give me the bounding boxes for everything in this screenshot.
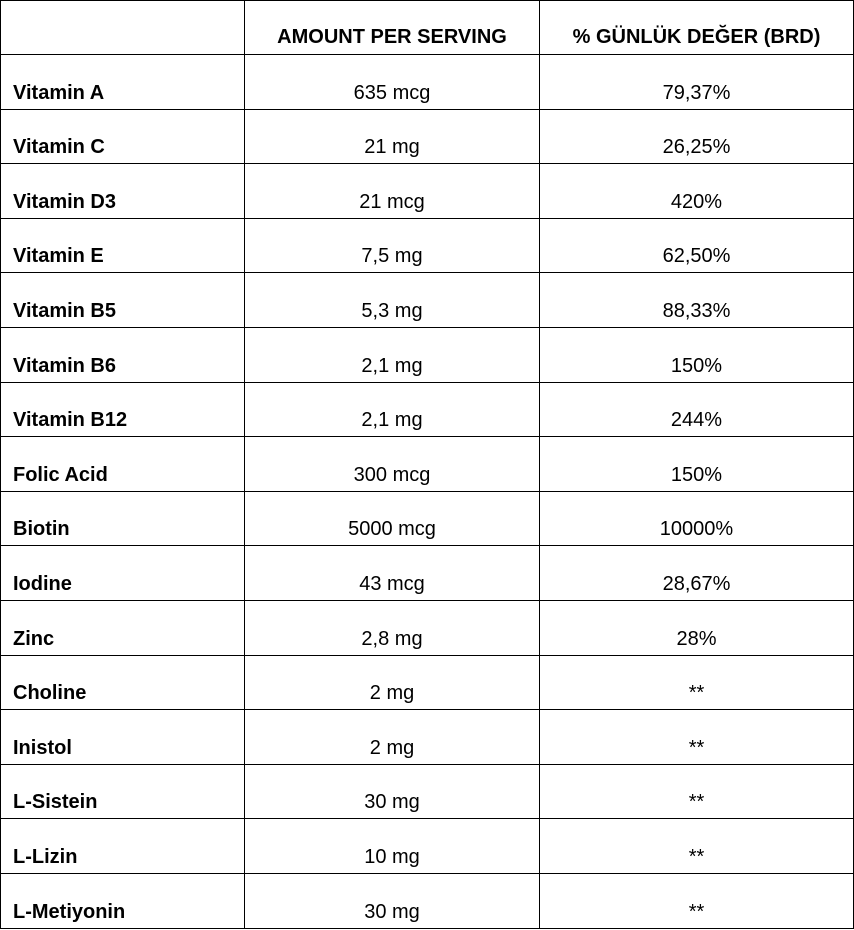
nutrient-daily-value: ** [540, 819, 854, 874]
nutrient-amount: 21 mcg [245, 164, 540, 219]
nutrient-daily-value: 28,67% [540, 546, 854, 601]
nutrient-name: Vitamin A [1, 55, 245, 110]
nutrient-amount: 2,1 mg [245, 382, 540, 437]
header-cell-amount: AMOUNT PER SERVING [245, 1, 540, 55]
nutrient-name: Folic Acid [1, 437, 245, 492]
nutrient-name: Biotin [1, 491, 245, 546]
nutrient-name: L-Metiyonin [1, 873, 245, 928]
table-row [1, 546, 854, 601]
nutrient-name: Vitamin E [1, 218, 245, 273]
nutrient-name: Inistol [1, 710, 245, 765]
nutrient-amount: 2,1 mg [245, 327, 540, 382]
nutrient-daily-value: ** [540, 764, 854, 819]
header-cell-daily-value: % GÜNLÜK DEĞER (BRD) [540, 1, 854, 55]
table-row [1, 382, 854, 437]
table-row [1, 273, 854, 328]
table-row [1, 55, 854, 110]
nutrient-name: L-Lizin [1, 819, 245, 874]
nutrient-daily-value: 244% [540, 382, 854, 437]
nutrient-amount: 2 mg [245, 710, 540, 765]
nutrient-amount: 2,8 mg [245, 600, 540, 655]
nutrient-daily-value: 62,50% [540, 218, 854, 273]
nutrient-daily-value: ** [540, 873, 854, 928]
nutrient-daily-value: 150% [540, 327, 854, 382]
nutrient-amount: 43 mcg [245, 546, 540, 601]
table-row [1, 491, 854, 546]
nutrient-daily-value: 420% [540, 164, 854, 219]
table-body [1, 55, 854, 929]
table-header [1, 1, 854, 55]
table-row [1, 873, 854, 928]
nutrient-daily-value: 26,25% [540, 109, 854, 164]
nutrient-name: Choline [1, 655, 245, 710]
nutrient-name: Vitamin D3 [1, 164, 245, 219]
table-row [1, 109, 854, 164]
table-row [1, 764, 854, 819]
table-row [1, 710, 854, 765]
nutrient-amount: 30 mg [245, 873, 540, 928]
nutrient-daily-value: 28% [540, 600, 854, 655]
nutrient-amount: 300 mcg [245, 437, 540, 492]
nutrient-name: Vitamin C [1, 109, 245, 164]
nutrient-amount: 2 mg [245, 655, 540, 710]
nutrient-daily-value: 150% [540, 437, 854, 492]
header-cell-name [1, 1, 245, 55]
nutrient-amount: 5000 mcg [245, 491, 540, 546]
nutrient-daily-value: 88,33% [540, 273, 854, 328]
table-row [1, 327, 854, 382]
table-row [1, 437, 854, 492]
nutrient-name: Vitamin B5 [1, 273, 245, 328]
table-row [1, 164, 854, 219]
nutrient-name: Zinc [1, 600, 245, 655]
table-row [1, 819, 854, 874]
nutrient-amount: 10 mg [245, 819, 540, 874]
nutrient-daily-value: 10000% [540, 491, 854, 546]
nutrient-daily-value: ** [540, 655, 854, 710]
nutrient-name: L-Sistein [1, 764, 245, 819]
nutrient-name: Vitamin B6 [1, 327, 245, 382]
nutrient-amount: 30 mg [245, 764, 540, 819]
table-row [1, 655, 854, 710]
table-row [1, 218, 854, 273]
nutrient-amount: 635 mcg [245, 55, 540, 110]
nutrient-name: Iodine [1, 546, 245, 601]
table-row [1, 600, 854, 655]
nutrient-amount: 5,3 mg [245, 273, 540, 328]
nutrient-daily-value: 79,37% [540, 55, 854, 110]
nutrient-amount: 7,5 mg [245, 218, 540, 273]
nutrient-daily-value: ** [540, 710, 854, 765]
header-row [1, 1, 854, 55]
nutrient-amount: 21 mg [245, 109, 540, 164]
nutrient-name: Vitamin B12 [1, 382, 245, 437]
